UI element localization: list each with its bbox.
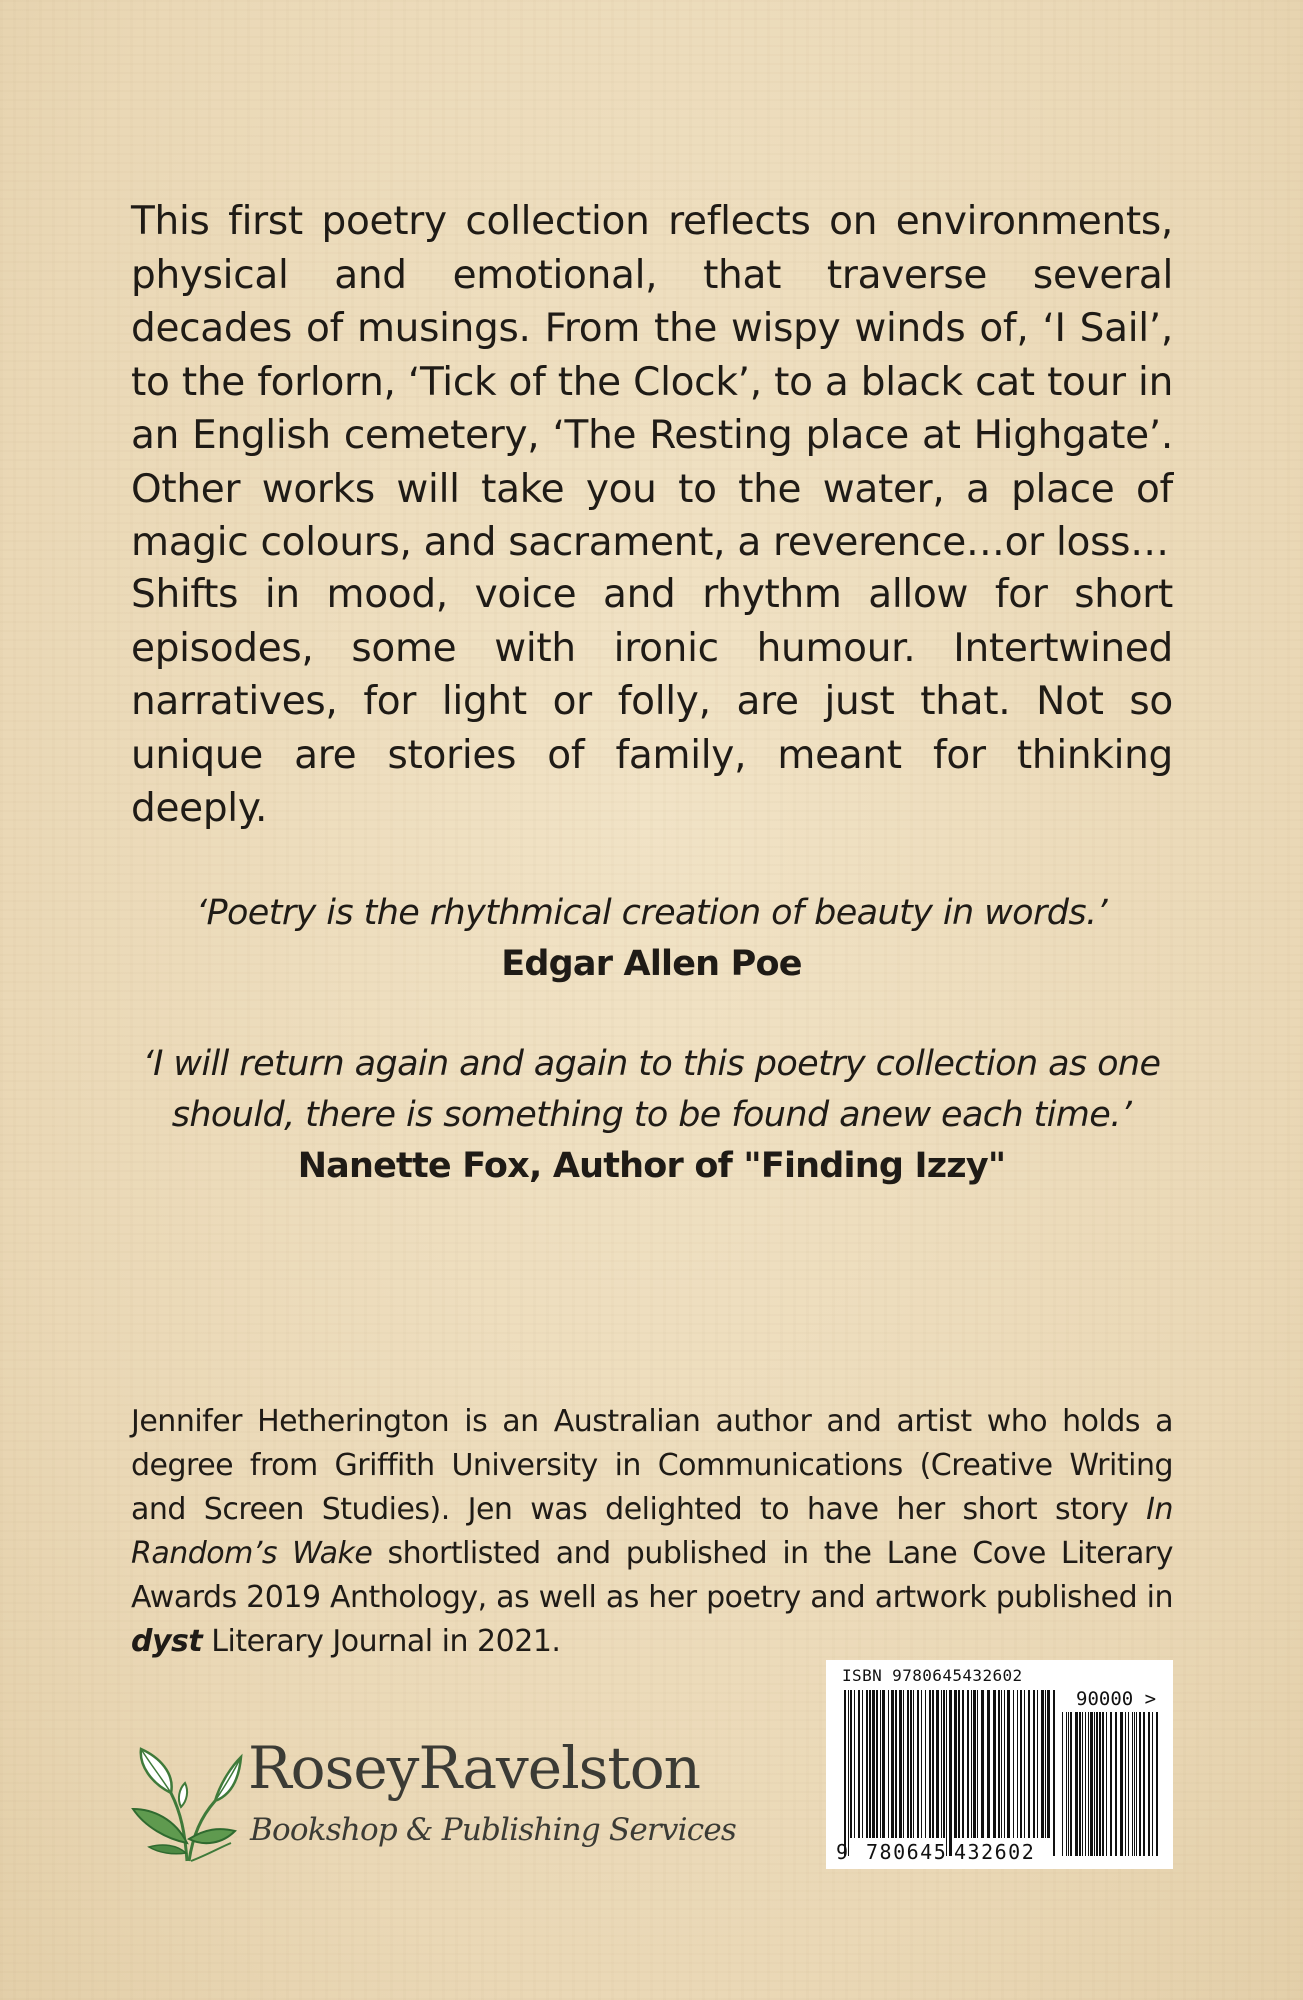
barcode-bar xyxy=(899,1690,902,1838)
barcode-bar xyxy=(967,1690,969,1838)
barcode-bar xyxy=(962,1690,964,1838)
author-bio xyxy=(131,1400,1173,1664)
barcode-bar xyxy=(1152,1712,1153,1856)
barcode-bar xyxy=(1132,1712,1133,1856)
quote-text-line-2: should, there is something to be found anew each time.’ xyxy=(171,1095,1132,1135)
barcode-bar xyxy=(998,1690,1000,1838)
barcode-bar xyxy=(1088,1712,1089,1856)
barcode-bar xyxy=(936,1690,939,1838)
barcode-bar xyxy=(895,1690,897,1838)
barcode-bar xyxy=(981,1690,984,1838)
blurb-paragraph-1: This first poetry collection reflects on environments, physical and emotional, that traverse several decades of musings. From the wispy winds of, ‘I Sail’, to the forlorn, ‘Tick of the Clock’, to a black cat tour in an English cemetery, ‘The Resting place at Highgate’. Other works will take you to the water, a place of magic colours, and sacrament, a reverence…or loss… xyxy=(131,199,1173,565)
barcode-bar xyxy=(888,1690,889,1838)
barcode-bar xyxy=(1099,1712,1101,1856)
publisher-tagline: Bookshop & Publishing Services xyxy=(250,1812,736,1848)
barcode-bar xyxy=(1024,1690,1025,1838)
barcode-bar xyxy=(1075,1712,1078,1856)
barcode-bar xyxy=(1020,1690,1022,1838)
barcode-bar xyxy=(1115,1712,1117,1856)
barcode-bar xyxy=(1128,1712,1129,1856)
barcode-bar xyxy=(1096,1712,1098,1856)
barcode-bar xyxy=(943,1690,945,1838)
quote-poe xyxy=(0,888,1303,990)
isbn-label: ISBN 9780645432602 xyxy=(842,1666,1023,1685)
barcode-bar xyxy=(917,1690,919,1838)
barcode-bar xyxy=(910,1690,912,1838)
barcode-bar xyxy=(858,1690,860,1838)
journal-name: dyst xyxy=(131,1624,203,1659)
barcode-bar xyxy=(850,1690,852,1838)
barcode-bar xyxy=(854,1690,855,1838)
barcode-bar xyxy=(913,1690,914,1838)
barcode-bar xyxy=(1094,1712,1095,1856)
isbn-barcode xyxy=(826,1660,1173,1869)
barcode-bar xyxy=(1102,1712,1104,1856)
barcode-bar xyxy=(932,1690,934,1838)
barcode-bar xyxy=(880,1690,881,1838)
barcode-bar xyxy=(925,1690,926,1838)
barcode-bar xyxy=(1136,1712,1137,1856)
barcode-bar xyxy=(958,1690,960,1838)
barcode-bar xyxy=(1001,1690,1002,1838)
story-title: In Random’s Wake xyxy=(131,1492,1173,1571)
barcode-bar xyxy=(973,1690,976,1838)
quote-text-line-1: ‘I will return again and again to this poetry collection as one xyxy=(142,1044,1161,1084)
barcode-bar xyxy=(1148,1712,1150,1856)
barcode-bar xyxy=(907,1690,909,1838)
barcode-bar xyxy=(1082,1712,1083,1856)
barcode-bar xyxy=(1079,1712,1081,1856)
quote-review xyxy=(0,1039,1303,1192)
quote-attribution: Nanette Fox, Author of "Finding Izzy" xyxy=(297,1146,1006,1186)
peace-lily-icon xyxy=(131,1743,243,1863)
barcode-bar xyxy=(1106,1712,1107,1856)
barcode-bar xyxy=(872,1690,875,1838)
barcode-bar xyxy=(941,1690,942,1838)
bio-text: Literary Journal in 2021. xyxy=(202,1624,561,1659)
barcode-bar xyxy=(987,1690,990,1838)
barcode-digit-lead: 9 xyxy=(836,1840,849,1864)
barcode-bar xyxy=(862,1690,863,1838)
barcode-bar xyxy=(1070,1712,1072,1856)
barcode-digits-right: 432602 xyxy=(954,1840,1036,1864)
barcode-bar xyxy=(1017,1690,1018,1838)
barcode-bar xyxy=(848,1690,849,1856)
barcode-bar xyxy=(1004,1690,1005,1838)
barcode-bar xyxy=(1013,1690,1014,1838)
price-code: 90000 > xyxy=(1076,1688,1157,1710)
barcode-bar xyxy=(1037,1690,1038,1838)
barcode-bar xyxy=(1156,1712,1158,1856)
barcode-bar xyxy=(1110,1712,1112,1856)
quote-attribution: Edgar Allen Poe xyxy=(501,944,802,984)
barcode-bar xyxy=(929,1690,931,1838)
barcode-bar xyxy=(1066,1712,1067,1856)
barcode-bar xyxy=(1045,1690,1046,1838)
barcode-bar xyxy=(1028,1690,1030,1838)
barcode-bar xyxy=(1068,1712,1069,1856)
bio-text: Jennifer Hetherington is an Australian author and artist who holds a degree from Griffith University in Communications (Creative Writing and Screen Studies). Jen was delighted to have her short story xyxy=(131,1404,1173,1527)
barcode-bar xyxy=(1125,1712,1126,1856)
quote-text: ‘Poetry is the rhythmical creation of beauty in words.’ xyxy=(195,893,1108,933)
barcode-bar xyxy=(1120,1712,1123,1856)
barcode-bar xyxy=(1085,1712,1086,1856)
publisher-logo xyxy=(131,1734,736,1865)
barcode-bar xyxy=(993,1690,996,1838)
barcode-bar xyxy=(866,1690,868,1838)
barcode-bar xyxy=(876,1690,878,1838)
barcode-bar xyxy=(946,1690,947,1856)
barcode-bar xyxy=(1047,1690,1050,1838)
barcode-bar xyxy=(1139,1712,1141,1856)
barcode-bar xyxy=(882,1690,885,1838)
barcode-bar xyxy=(1053,1690,1055,1856)
barcode-bar xyxy=(971,1690,972,1838)
barcode-bar xyxy=(954,1690,957,1838)
barcode-bar xyxy=(1143,1712,1145,1856)
barcode-digits-left: 780645 xyxy=(866,1840,948,1864)
barcode-bar xyxy=(1041,1690,1044,1838)
barcode-bar xyxy=(1062,1712,1063,1856)
barcode-bar xyxy=(891,1690,894,1838)
barcode-bar xyxy=(844,1690,846,1856)
barcode-bar xyxy=(1090,1712,1093,1856)
barcode-bar xyxy=(1134,1712,1135,1856)
blurb-paragraph-2: Shifts in mood, voice and rhythm allow for short episodes, some with ironic humour. Intertwined narratives, for light or folly, are just that. Not so unique are stories of family, meant for thinking deeply. xyxy=(131,572,1173,831)
barcode-bar xyxy=(869,1690,871,1838)
barcode-bar xyxy=(1033,1690,1035,1838)
barcode-bar xyxy=(977,1690,978,1838)
barcode-bar xyxy=(903,1690,904,1838)
publisher-name: RoseyRavelston xyxy=(248,1734,701,1802)
barcode-bar xyxy=(949,1690,952,1856)
bio-text: shortlisted and published in the Lane Cove Literary Awards 2019 Anthology, as well as her poetry and artwork published in xyxy=(131,1536,1173,1615)
barcode-bar xyxy=(921,1690,922,1838)
barcode-bar xyxy=(1007,1690,1010,1838)
